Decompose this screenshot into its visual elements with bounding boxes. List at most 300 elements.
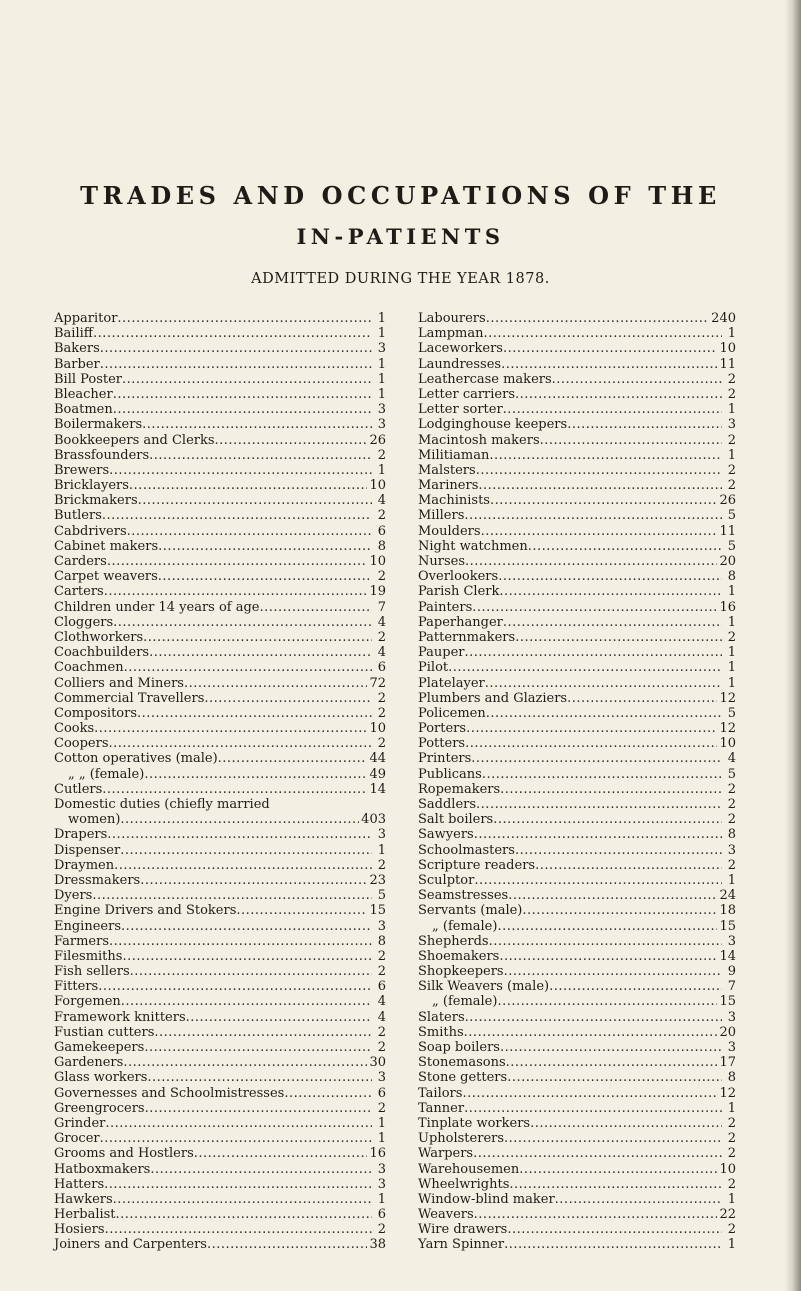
occupation-row bbox=[54, 903, 386, 918]
occupation-count: 1 bbox=[377, 371, 386, 387]
occupation-name: Malsters bbox=[418, 462, 476, 478]
occupation-count: 2 bbox=[727, 857, 736, 873]
occupation-row bbox=[418, 508, 736, 523]
dot-leader bbox=[497, 919, 717, 934]
occupation-row bbox=[418, 706, 736, 721]
occupation-name: Lampman bbox=[418, 326, 484, 342]
occupation-row bbox=[418, 1237, 736, 1252]
occupation-row bbox=[54, 311, 386, 326]
dot-leader bbox=[490, 493, 717, 508]
occupation-row bbox=[54, 979, 386, 994]
page-title: TRADES AND OCCUPATIONS OF THE bbox=[80, 181, 721, 210]
dot-leader bbox=[499, 584, 722, 599]
dot-leader bbox=[260, 600, 373, 615]
occupation-count: 403 bbox=[361, 812, 386, 828]
dot-leader bbox=[464, 1101, 722, 1116]
occupation-count: 5 bbox=[377, 888, 386, 904]
occupation-count: 1 bbox=[727, 447, 736, 463]
occupation-count: 3 bbox=[727, 417, 736, 433]
dot-leader bbox=[474, 873, 722, 888]
occupation-row bbox=[418, 919, 736, 934]
dot-leader bbox=[138, 493, 372, 508]
dot-leader bbox=[124, 660, 372, 675]
occupation-row bbox=[54, 478, 386, 493]
dot-leader bbox=[486, 706, 722, 721]
occupation-count: 1 bbox=[727, 326, 736, 342]
occupation-row bbox=[54, 1146, 386, 1161]
occupation-name: Carders bbox=[54, 554, 107, 569]
occupation-name: Window-blind maker bbox=[418, 1191, 555, 1207]
occupation-count: 3 bbox=[377, 417, 386, 433]
occupation-count: 7 bbox=[727, 979, 736, 995]
occupation-row bbox=[54, 691, 386, 706]
occupation-name: Carpet weavers bbox=[54, 569, 158, 585]
occupation-count: 2 bbox=[377, 1100, 386, 1116]
occupation-count: 4 bbox=[377, 614, 386, 630]
occupation-row bbox=[54, 843, 386, 858]
occupation-row bbox=[418, 584, 736, 599]
occupation-count: 2 bbox=[377, 447, 386, 463]
occupation-name: Paperhanger bbox=[418, 614, 503, 630]
dot-leader bbox=[540, 433, 722, 448]
occupation-name: Labourers bbox=[418, 311, 486, 326]
dot-leader bbox=[473, 1146, 722, 1161]
occupation-row bbox=[54, 448, 386, 463]
occupation-row bbox=[418, 1192, 736, 1207]
occupation-name: Colliers and Miners bbox=[54, 675, 184, 691]
dot-leader bbox=[158, 539, 372, 554]
occupation-row bbox=[418, 721, 736, 736]
occupation-row bbox=[54, 433, 386, 448]
dot-leader bbox=[123, 1055, 367, 1070]
occupation-row bbox=[54, 1162, 386, 1177]
occupation-row bbox=[54, 645, 386, 660]
occupation-count: 2 bbox=[727, 478, 736, 494]
occupation-count: 8 bbox=[727, 827, 736, 843]
dot-leader bbox=[493, 812, 722, 827]
occupation-name: Shoemakers bbox=[418, 948, 500, 964]
occupation-name: Pauper bbox=[418, 645, 465, 661]
dot-leader bbox=[448, 660, 722, 675]
occupation-count: 7 bbox=[377, 599, 386, 615]
dot-leader bbox=[121, 919, 372, 934]
dot-leader bbox=[117, 311, 372, 326]
occupation-count: 2 bbox=[377, 690, 386, 706]
occupation-name: Governesses and Schoolmistresses bbox=[54, 1085, 285, 1101]
occupation-name: Brewers bbox=[54, 462, 110, 478]
occupation-row bbox=[54, 630, 386, 645]
occupation-count: 2 bbox=[727, 812, 736, 828]
dot-leader bbox=[121, 994, 372, 1009]
occupation-name: Bakers bbox=[54, 341, 100, 357]
occupation-name: Grooms and Hostlers bbox=[54, 1146, 194, 1162]
occupation-count: 10 bbox=[719, 1161, 736, 1177]
occupation-name: Hatboxmakers bbox=[54, 1161, 151, 1177]
occupation-name: Salt boilers bbox=[418, 812, 494, 828]
occupation-row bbox=[418, 1010, 736, 1025]
dot-leader bbox=[145, 1101, 372, 1116]
occupation-name: Parish Clerk bbox=[418, 584, 500, 600]
occupation-row bbox=[54, 1177, 386, 1192]
occupation-row bbox=[54, 341, 386, 356]
occupation-name: Warpers bbox=[418, 1146, 474, 1162]
dot-leader bbox=[104, 584, 368, 599]
occupation-row bbox=[418, 433, 736, 448]
occupation-row bbox=[54, 357, 386, 372]
occupation-row bbox=[418, 1055, 736, 1070]
occupation-count: 15 bbox=[719, 918, 736, 934]
occupation-row bbox=[418, 782, 736, 797]
dot-leader bbox=[504, 1237, 722, 1252]
occupation-row bbox=[54, 1040, 386, 1055]
dot-leader bbox=[113, 1192, 372, 1207]
occupation-row bbox=[418, 341, 736, 356]
occupation-count: 2 bbox=[727, 629, 736, 645]
occupation-count: 2 bbox=[727, 386, 736, 402]
dot-leader bbox=[462, 1086, 717, 1101]
occupation-row bbox=[54, 934, 386, 949]
occupation-row bbox=[418, 478, 736, 493]
occupation-row bbox=[418, 1131, 736, 1146]
occupation-name: Barber bbox=[54, 356, 100, 372]
dot-leader bbox=[489, 934, 722, 949]
occupation-name: Bailiff bbox=[54, 326, 94, 342]
occupation-count: 2 bbox=[377, 508, 386, 524]
occupation-row bbox=[418, 539, 736, 554]
occupation-row bbox=[54, 919, 386, 934]
occupation-name: Porters bbox=[418, 721, 467, 737]
occupation-row bbox=[54, 751, 386, 766]
occupation-row bbox=[418, 676, 736, 691]
dot-leader bbox=[100, 357, 372, 372]
dot-leader bbox=[509, 1177, 722, 1192]
occupation-count: 1 bbox=[727, 402, 736, 418]
occupation-name: Engineers bbox=[54, 918, 121, 934]
dot-leader bbox=[549, 979, 722, 994]
dot-leader bbox=[120, 812, 359, 827]
dot-leader bbox=[489, 448, 722, 463]
dot-leader bbox=[122, 372, 372, 387]
dot-leader bbox=[499, 949, 717, 964]
occupation-count: 3 bbox=[377, 402, 386, 418]
occupation-count: 6 bbox=[377, 1085, 386, 1101]
dot-leader bbox=[498, 569, 722, 584]
occupation-name: Fitters bbox=[54, 979, 99, 995]
occupation-count: 18 bbox=[719, 903, 736, 919]
occupation-name: Draymen bbox=[54, 857, 115, 873]
dot-leader bbox=[194, 1146, 368, 1161]
dot-leader bbox=[184, 676, 367, 691]
occupation-count: 1 bbox=[377, 356, 386, 372]
occupation-name: Macintosh makers bbox=[418, 432, 540, 448]
occupation-name: Butlers bbox=[54, 508, 102, 524]
dot-leader bbox=[506, 1055, 718, 1070]
occupation-name: Gardeners bbox=[54, 1055, 124, 1071]
dot-leader bbox=[158, 569, 372, 584]
occupation-count: 3 bbox=[377, 1176, 386, 1192]
occupation-row bbox=[54, 463, 386, 478]
dot-leader bbox=[114, 858, 372, 873]
occupation-count: 26 bbox=[719, 493, 736, 509]
occupation-count: 2 bbox=[727, 1115, 736, 1131]
occupation-row bbox=[418, 1207, 736, 1222]
occupation-row bbox=[418, 1070, 736, 1085]
occupation-row bbox=[418, 751, 736, 766]
occupation-count: 14 bbox=[369, 781, 386, 797]
occupation-row bbox=[418, 524, 736, 539]
dot-leader bbox=[113, 615, 372, 630]
occupation-count: 1 bbox=[727, 1237, 736, 1253]
dot-leader bbox=[476, 797, 722, 812]
dot-leader bbox=[109, 934, 372, 949]
occupation-name: Dyers bbox=[54, 888, 93, 904]
occupation-name: Brickmakers bbox=[54, 493, 138, 509]
occupation-count: 5 bbox=[727, 705, 736, 721]
occupation-name: Clothworkers bbox=[54, 629, 144, 645]
occupation-name: Grocer bbox=[54, 1131, 100, 1147]
occupation-row bbox=[418, 691, 736, 706]
occupation-count: 12 bbox=[719, 721, 736, 737]
occupation-count: 1 bbox=[727, 872, 736, 888]
dot-leader bbox=[92, 888, 372, 903]
dot-leader bbox=[504, 1131, 722, 1146]
occupation-count: 2 bbox=[727, 1176, 736, 1192]
occupation-name: Laceworkers bbox=[418, 341, 503, 357]
occupation-name: Brassfounders bbox=[54, 447, 150, 463]
occupation-row bbox=[418, 448, 736, 463]
occupation-row bbox=[54, 812, 386, 827]
occupation-name: Hawkers bbox=[54, 1191, 113, 1207]
dot-leader bbox=[465, 1010, 722, 1025]
occupation-row bbox=[54, 1222, 386, 1237]
occupation-count: 1 bbox=[727, 660, 736, 676]
dot-leader bbox=[481, 524, 718, 539]
occupation-count: 30 bbox=[369, 1055, 386, 1071]
occupation-count: 240 bbox=[711, 311, 736, 326]
occupation-count: 3 bbox=[377, 1161, 386, 1177]
occupation-row bbox=[418, 827, 736, 842]
occupation-row bbox=[418, 630, 736, 645]
occupation-name: Cabdrivers bbox=[54, 523, 127, 539]
occupation-row bbox=[418, 949, 736, 964]
occupation-count: 3 bbox=[727, 1040, 736, 1055]
occupation-name: Stonemasons bbox=[418, 1055, 506, 1071]
dot-leader bbox=[109, 736, 372, 751]
occupation-row bbox=[54, 554, 386, 569]
dot-leader bbox=[107, 554, 368, 569]
occupation-row bbox=[418, 1146, 736, 1161]
occupation-name: „ (female) bbox=[432, 918, 498, 934]
occupation-row bbox=[418, 372, 736, 387]
dot-leader bbox=[284, 1086, 372, 1101]
occupation-name: Publicans bbox=[418, 766, 482, 782]
occupation-name: Bill Poster bbox=[54, 371, 123, 387]
occupation-count: 2 bbox=[727, 462, 736, 478]
dot-leader bbox=[204, 691, 372, 706]
occupation-name: Tailors bbox=[418, 1085, 463, 1101]
occupation-count: 5 bbox=[727, 766, 736, 782]
occupation-count: 2 bbox=[377, 1040, 386, 1055]
occupation-row bbox=[418, 569, 736, 584]
occupation-name: Patternmakers bbox=[418, 629, 516, 645]
occupation-count: 23 bbox=[369, 872, 386, 888]
dot-leader bbox=[503, 615, 722, 630]
occupation-name: Tinplate workers bbox=[418, 1115, 531, 1131]
dot-leader bbox=[105, 1116, 372, 1131]
dot-leader bbox=[116, 1207, 372, 1222]
occupation-name: Domestic duties (chiefly married bbox=[54, 797, 270, 812]
occupation-count: 6 bbox=[377, 523, 386, 539]
occupation-name: Plumbers and Glaziers bbox=[418, 690, 568, 706]
occupation-row bbox=[54, 1086, 386, 1101]
occupation-count: 2 bbox=[377, 948, 386, 964]
dot-leader bbox=[507, 1222, 722, 1237]
dot-leader bbox=[109, 463, 372, 478]
dot-leader bbox=[154, 1025, 372, 1040]
occupation-row bbox=[54, 827, 386, 842]
occupation-name: Hatters bbox=[54, 1176, 105, 1192]
dot-leader bbox=[476, 463, 722, 478]
dot-leader bbox=[144, 767, 367, 782]
page-title-continued: IN-PATIENTS bbox=[296, 224, 505, 249]
occupation-row bbox=[418, 797, 736, 812]
occupation-name: Drapers bbox=[54, 827, 108, 843]
dot-leader bbox=[500, 782, 722, 797]
occupation-name: Apparitor bbox=[54, 311, 118, 326]
occupation-name: Cloggers bbox=[54, 614, 114, 630]
occupation-count: 20 bbox=[719, 554, 736, 569]
occupation-row bbox=[54, 508, 386, 523]
occupation-name: Hosiers bbox=[54, 1222, 105, 1238]
dot-leader bbox=[143, 630, 372, 645]
occupation-row bbox=[54, 888, 386, 903]
occupation-name: Warehousemen bbox=[418, 1161, 520, 1177]
dot-leader bbox=[127, 524, 372, 539]
occupation-row bbox=[418, 357, 736, 372]
occupation-count: 3 bbox=[377, 827, 386, 843]
dot-leader bbox=[515, 843, 722, 858]
occupation-row bbox=[418, 979, 736, 994]
dot-leader bbox=[503, 402, 722, 417]
occupation-count: 2 bbox=[727, 432, 736, 448]
occupation-name: Framework knitters bbox=[54, 1009, 186, 1025]
occupation-name: Mariners bbox=[418, 478, 479, 494]
dot-leader bbox=[149, 448, 372, 463]
occupation-row bbox=[418, 888, 736, 903]
dot-leader bbox=[149, 645, 372, 660]
occupation-name: Slaters bbox=[418, 1009, 465, 1025]
occupation-name: Painters bbox=[418, 599, 473, 615]
occupation-row bbox=[418, 1177, 736, 1192]
occupation-name: Sculptor bbox=[418, 872, 475, 888]
dot-leader bbox=[472, 600, 717, 615]
occupation-count: 2 bbox=[377, 1024, 386, 1040]
occupation-count: 1 bbox=[377, 1131, 386, 1147]
occupation-name: Letter sorter bbox=[418, 402, 503, 418]
occupation-name: „ „ (female) bbox=[68, 766, 145, 782]
occupation-name: Greengrocers bbox=[54, 1100, 145, 1116]
occupation-name: Fustian cutters bbox=[54, 1024, 155, 1040]
occupation-row bbox=[54, 736, 386, 751]
dot-leader bbox=[102, 508, 372, 523]
dot-leader bbox=[482, 767, 722, 782]
occupation-count: 38 bbox=[369, 1237, 386, 1253]
occupation-count: 2 bbox=[377, 705, 386, 721]
dot-leader bbox=[478, 478, 722, 493]
dot-leader bbox=[93, 326, 372, 341]
occupation-count: 2 bbox=[727, 1222, 736, 1238]
occupation-row bbox=[418, 1025, 736, 1040]
occupation-name: „ (female) bbox=[432, 994, 498, 1010]
occupation-count: 5 bbox=[727, 508, 736, 524]
dot-leader bbox=[466, 721, 717, 736]
occupation-row bbox=[54, 767, 386, 782]
occupation-row bbox=[418, 903, 736, 918]
occupation-name: Nurses bbox=[418, 554, 465, 569]
occupation-count: 3 bbox=[377, 1070, 386, 1086]
occupation-count: 8 bbox=[727, 569, 736, 585]
occupation-count: 10 bbox=[719, 736, 736, 752]
occupation-row bbox=[54, 1070, 386, 1085]
occupation-name: Joiners and Carpenters bbox=[54, 1237, 207, 1253]
occupation-count: 4 bbox=[377, 493, 386, 509]
occupation-row bbox=[418, 934, 736, 949]
occupation-name: Seamstresses bbox=[418, 888, 509, 904]
occupation-name: Policemen bbox=[418, 705, 486, 721]
occupation-count: 1 bbox=[727, 584, 736, 600]
occupation-count: 2 bbox=[727, 797, 736, 812]
occupation-count: 6 bbox=[377, 1207, 386, 1223]
occupation-name: Dressmakers bbox=[54, 872, 141, 888]
occupation-count: 2 bbox=[727, 1146, 736, 1162]
occupation-name: Machinists bbox=[418, 493, 490, 509]
dot-leader bbox=[122, 949, 372, 964]
occupation-count: 2 bbox=[727, 781, 736, 797]
occupation-count: 12 bbox=[719, 1085, 736, 1101]
dot-leader bbox=[465, 645, 722, 660]
dot-leader bbox=[567, 691, 717, 706]
occupation-row bbox=[418, 1162, 736, 1177]
occupation-count: 2 bbox=[377, 1222, 386, 1238]
occupation-row bbox=[418, 767, 736, 782]
occupation-row bbox=[418, 387, 736, 402]
occupation-name: Cotton operatives (male) bbox=[54, 751, 218, 767]
dot-leader bbox=[474, 1207, 718, 1222]
occupation-row bbox=[418, 812, 736, 827]
occupation-count: 20 bbox=[719, 1024, 736, 1040]
occupation-name: Coopers bbox=[54, 736, 109, 752]
occupation-name: Smiths bbox=[418, 1024, 464, 1040]
occupation-row bbox=[418, 1086, 736, 1101]
occupation-row bbox=[54, 782, 386, 797]
occupation-count: 10 bbox=[369, 478, 386, 494]
occupation-count: 26 bbox=[369, 432, 386, 448]
occupation-row bbox=[54, 615, 386, 630]
occupation-count: 1 bbox=[377, 311, 386, 326]
dot-leader bbox=[218, 751, 368, 766]
dot-leader bbox=[552, 372, 722, 387]
occupation-row bbox=[418, 873, 736, 888]
occupation-name: women) bbox=[68, 812, 121, 828]
dot-leader bbox=[236, 903, 367, 918]
dot-leader bbox=[464, 1025, 718, 1040]
occupation-count: 3 bbox=[377, 918, 386, 934]
occupation-name: Letter carriers bbox=[418, 386, 516, 402]
occupation-count: 11 bbox=[719, 523, 736, 539]
occupation-row bbox=[418, 554, 736, 569]
occupation-count: 1 bbox=[727, 1191, 736, 1207]
occupation-row bbox=[54, 387, 386, 402]
